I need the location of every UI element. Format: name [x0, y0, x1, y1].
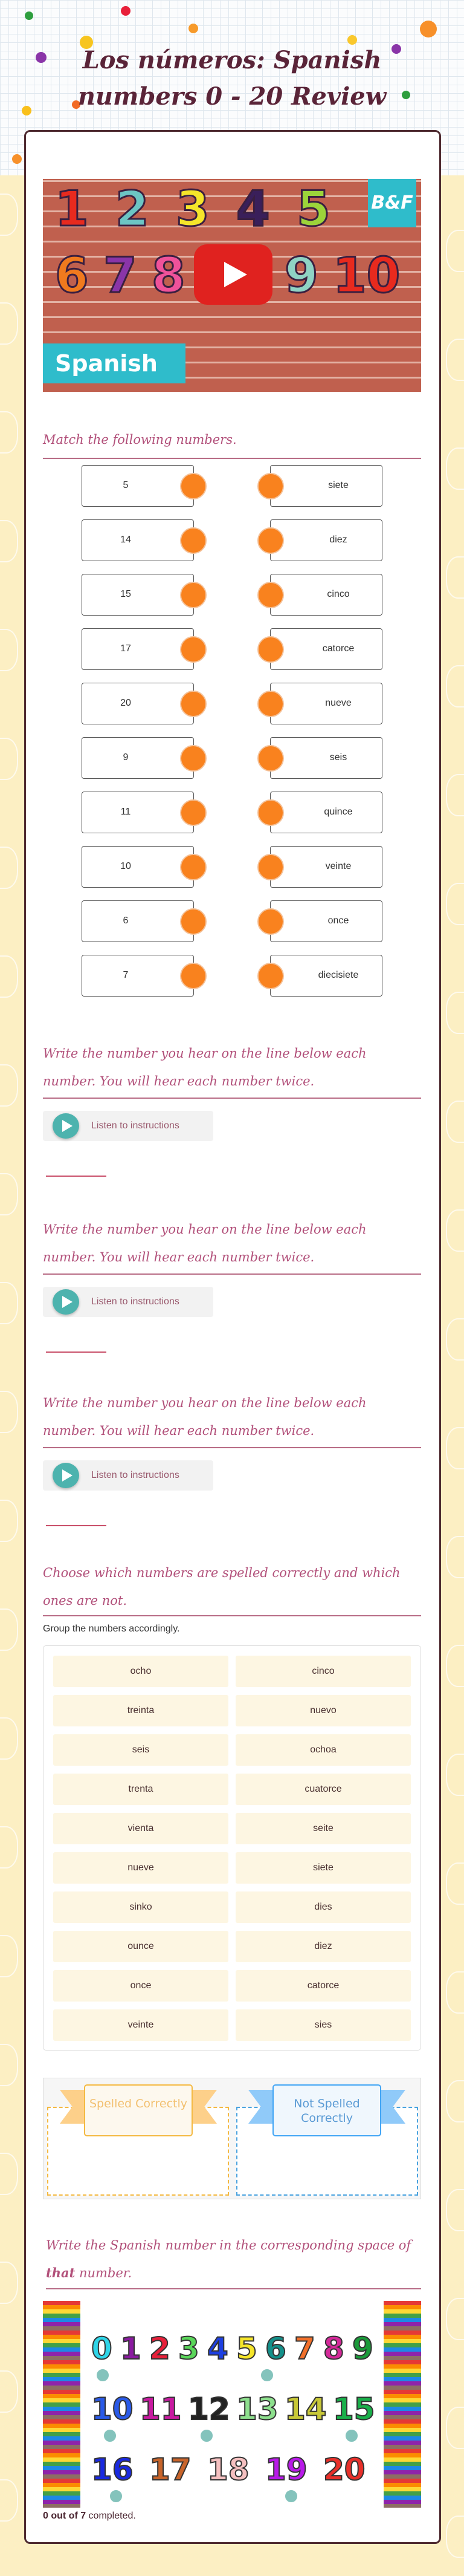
image-number: 15 — [333, 2392, 375, 2427]
doodle-shape — [0, 1173, 18, 1215]
match-connector-dot[interactable] — [180, 963, 207, 989]
group-instruction: Group the numbers accordingly. — [43, 1624, 180, 1634]
paint-splatter — [420, 21, 437, 37]
match-connector-dot[interactable] — [257, 636, 284, 663]
divider — [46, 2288, 421, 2289]
match-connector-dot[interactable] — [257, 908, 284, 935]
match-right-item[interactable]: once — [270, 900, 382, 942]
doodle-shape — [0, 302, 18, 345]
word-chip[interactable]: veinte — [53, 2009, 228, 2041]
match-connector-dot[interactable] — [257, 745, 284, 772]
paint-splatter — [12, 154, 22, 164]
channel-logo: B&F — [368, 179, 416, 227]
match-right-item[interactable]: diez — [270, 519, 382, 561]
doodle-shape — [0, 629, 18, 671]
answer-hotspot[interactable] — [285, 2490, 298, 2503]
image-number: 16 — [91, 2452, 134, 2487]
match-left-item[interactable]: 11 — [82, 792, 194, 833]
match-right-item[interactable]: nueve — [270, 683, 382, 724]
match-left-item[interactable]: 6 — [82, 900, 194, 942]
word-chip[interactable]: once — [53, 1970, 228, 2002]
video-number: 10 — [333, 247, 401, 304]
doodle-shape — [0, 1500, 18, 1542]
doodle-shape — [0, 1282, 18, 1324]
doodle-shape — [446, 665, 464, 707]
match-right-item[interactable]: cinco — [270, 574, 382, 616]
image-number: 6 — [265, 2331, 286, 2366]
match-left-item[interactable]: 20 — [82, 683, 194, 724]
match-right-item[interactable]: seis — [270, 737, 382, 779]
doodle-shape — [446, 774, 464, 816]
match-left-item[interactable]: 5 — [82, 465, 194, 507]
match-right-item[interactable]: catorce — [270, 628, 382, 670]
divider — [43, 1615, 421, 1616]
word-chip[interactable]: treinta — [53, 1695, 228, 1726]
pencils-left — [43, 2301, 80, 2508]
doodle-shape — [446, 1645, 464, 1687]
answer-hotspot[interactable] — [109, 2490, 123, 2503]
image-number: 7 — [294, 2331, 315, 2366]
video-number: 8 — [152, 247, 185, 304]
listen-heading: Write the number you hear on the line below each number. You will hear each number twice. — [43, 1396, 367, 1438]
match-connector-dot[interactable] — [257, 691, 284, 717]
doodle-shape — [446, 2080, 464, 2122]
word-chip[interactable]: trenta — [53, 1774, 228, 1805]
word-chip[interactable]: diez — [236, 1931, 411, 1962]
progress-text — [43, 2511, 136, 2522]
word-chip[interactable]: dies — [236, 1891, 411, 1923]
video-number: 4 — [236, 181, 270, 237]
paint-splatter — [25, 11, 33, 20]
match-connector-dot[interactable] — [257, 582, 284, 608]
word-chip[interactable]: sies — [236, 2009, 411, 2041]
video-number: 7 — [103, 247, 137, 304]
doodle-shape — [446, 447, 464, 490]
doodle-shape — [446, 2516, 464, 2558]
word-chip[interactable]: sinko — [53, 1891, 228, 1923]
video-number: 5 — [297, 181, 330, 237]
doodle-shape — [446, 992, 464, 1034]
word-chip[interactable]: vienta — [53, 1813, 228, 1844]
progress-count: 0 out of 7 — [43, 2511, 86, 2521]
answer-hotspot[interactable] — [96, 2369, 109, 2382]
divider — [43, 1273, 421, 1275]
word-chip[interactable]: siete — [236, 1852, 411, 1884]
doodle-shape — [446, 1101, 464, 1143]
doodle-shape — [446, 1209, 464, 1252]
match-connector-dot[interactable] — [257, 799, 284, 826]
match-connector-dot[interactable] — [180, 582, 207, 608]
divider — [43, 1098, 421, 1099]
listen-button-label: Listen to instructions — [91, 1296, 179, 1307]
word-chip[interactable]: seis — [53, 1734, 228, 1766]
doodle-shape — [446, 1536, 464, 1578]
heading-bold-text: that — [46, 2265, 76, 2280]
image-number: 11 — [140, 2392, 182, 2427]
youtube-play-icon[interactable] — [194, 244, 272, 305]
word-chip[interactable]: seite — [236, 1813, 411, 1844]
image-number: 14 — [285, 2392, 327, 2427]
not-spelled-correctly-label: Not Spelled Correctly — [272, 2084, 381, 2136]
match-heading: Match the following numbers. — [43, 432, 237, 447]
image-number: 2 — [149, 2331, 170, 2366]
doodle-shape — [0, 1935, 18, 1977]
doodle-shape — [0, 411, 18, 454]
word-chip[interactable]: ounce — [53, 1931, 228, 1962]
heading-text: Write the Spanish number in the corresponding space of — [46, 2238, 411, 2252]
word-chip[interactable]: cuatorce — [236, 1774, 411, 1805]
image-number: 18 — [207, 2452, 250, 2487]
doodle-shape — [0, 194, 18, 236]
answer-hotspot[interactable] — [260, 2369, 274, 2382]
video-overlay-label: Spanish — [43, 343, 185, 383]
doodle-shape — [446, 2298, 464, 2340]
answer-hotspot[interactable] — [103, 2429, 117, 2442]
doodle-shape — [0, 847, 18, 889]
word-chip[interactable]: catorce — [236, 1970, 411, 2002]
image-number: 9 — [352, 2331, 373, 2366]
answer-blank[interactable] — [46, 1176, 106, 1177]
video-number: 6 — [55, 247, 89, 304]
image-number: 10 — [91, 2392, 134, 2427]
listen-button-label: Listen to instructions — [91, 1120, 179, 1131]
heading-text: number. — [75, 2266, 132, 2280]
match-connector-dot[interactable] — [257, 963, 284, 989]
write-heading — [46, 2231, 424, 2287]
word-chip[interactable]: cinco — [236, 1656, 411, 1687]
word-chip[interactable]: nueve — [53, 1852, 228, 1884]
match-right-item[interactable]: diecisiete — [270, 955, 382, 997]
match-right-item[interactable]: veinte — [270, 846, 382, 888]
video-number: 3 — [176, 181, 210, 237]
answer-hotspot[interactable] — [345, 2429, 358, 2442]
doodle-shape — [0, 738, 18, 780]
doodle-shape — [446, 883, 464, 925]
doodle-shape — [0, 1391, 18, 1433]
word-chip[interactable]: nuevo — [236, 1695, 411, 1726]
divider — [43, 1447, 421, 1448]
match-connector-dot[interactable] — [257, 527, 284, 554]
listen-heading: Write the number you hear on the line below each number. You will hear each number twice. — [43, 1046, 367, 1088]
video-number: 2 — [115, 181, 149, 237]
match-left-item[interactable]: 7 — [82, 955, 194, 997]
image-number: 12 — [188, 2392, 230, 2427]
image-number: 0 — [91, 2331, 112, 2366]
doodle-shape — [0, 955, 18, 998]
answer-blank[interactable] — [46, 1351, 106, 1353]
match-right-item[interactable]: siete — [270, 465, 382, 507]
doodle-shape — [446, 339, 464, 381]
match-connector-dot[interactable] — [180, 636, 207, 663]
doodle-shape — [0, 1064, 18, 1107]
listen-button[interactable] — [43, 1460, 213, 1491]
pencils-right — [384, 2301, 421, 2508]
doodle-shape — [0, 2479, 18, 2522]
match-left-item[interactable]: 15 — [82, 574, 194, 616]
group-heading: Choose which numbers are spelled correctly and which ones are not. — [43, 1566, 401, 1608]
doodle-shape — [446, 230, 464, 272]
image-number: 1 — [120, 2331, 141, 2366]
progress-suffix: completed. — [86, 2511, 136, 2521]
word-bank — [43, 1645, 421, 2051]
doodle-shape — [0, 1826, 18, 1869]
listen-button[interactable] — [43, 1287, 213, 1317]
listen-button[interactable] — [43, 1111, 213, 1141]
match-connector-dot[interactable] — [257, 854, 284, 880]
image-number: 8 — [323, 2331, 344, 2366]
spelled-correctly-label: Spelled Correctly — [84, 2084, 193, 2136]
numbers-image — [43, 2301, 421, 2508]
doodle-shape — [0, 2262, 18, 2304]
page-title: Los números: Spanish numbers 0 - 20 Review — [77, 46, 387, 111]
doodle-shape — [446, 2407, 464, 2449]
doodle-shape — [446, 1427, 464, 1469]
match-right-item[interactable]: quince — [270, 792, 382, 833]
video-number: 1 — [55, 181, 89, 237]
image-number: 17 — [149, 2452, 192, 2487]
group-drop-area — [43, 2078, 421, 2199]
answer-blank[interactable] — [46, 1525, 106, 1526]
listen-heading: Write the number you hear on the line below each number. You will hear each number twice. — [43, 1222, 367, 1264]
doodle-shape — [0, 1717, 18, 1760]
listen-button-label: Listen to instructions — [91, 1470, 179, 1480]
paint-splatter — [188, 24, 198, 33]
match-left-item[interactable]: 17 — [82, 628, 194, 670]
doodle-shape — [0, 2370, 18, 2413]
doodle-shape — [0, 2044, 18, 2086]
word-chip[interactable]: ocho — [53, 1656, 228, 1687]
match-connector-dot[interactable] — [257, 473, 284, 499]
match-connector-dot[interactable] — [180, 691, 207, 717]
word-chip[interactable]: ochoa — [236, 1734, 411, 1766]
video-number: 9 — [285, 247, 318, 304]
image-number: 5 — [236, 2331, 257, 2366]
image-number: 13 — [236, 2392, 279, 2427]
match-connector-dot[interactable] — [180, 473, 207, 499]
doodle-shape — [446, 2189, 464, 2231]
doodle-shape — [446, 1318, 464, 1361]
play-icon — [53, 1289, 79, 1315]
divider — [43, 458, 421, 459]
match-connector-dot[interactable] — [180, 799, 207, 826]
match-connector-dot[interactable] — [180, 527, 207, 554]
doodle-shape — [0, 1608, 18, 1651]
answer-hotspot[interactable] — [200, 2429, 213, 2442]
match-left-item[interactable]: 10 — [82, 846, 194, 888]
doodle-shape — [446, 1754, 464, 1796]
doodle-shape — [446, 1971, 464, 2014]
match-left-item[interactable]: 14 — [82, 519, 194, 561]
doodle-shape — [0, 520, 18, 562]
play-icon — [53, 1463, 79, 1488]
image-number: 19 — [265, 2452, 308, 2487]
match-left-item[interactable]: 9 — [82, 737, 194, 779]
paint-splatter — [121, 6, 130, 16]
match-connector-dot[interactable] — [180, 745, 207, 772]
image-number: 4 — [207, 2331, 228, 2366]
match-connector-dot[interactable] — [180, 908, 207, 935]
play-icon — [53, 1113, 79, 1139]
image-number: 20 — [323, 2452, 366, 2487]
doodle-shape — [0, 2153, 18, 2195]
doodle-shape — [446, 1862, 464, 1905]
image-number: 3 — [178, 2331, 199, 2366]
match-connector-dot[interactable] — [180, 854, 207, 880]
doodle-shape — [446, 556, 464, 599]
video-thumbnail[interactable] — [43, 179, 421, 392]
